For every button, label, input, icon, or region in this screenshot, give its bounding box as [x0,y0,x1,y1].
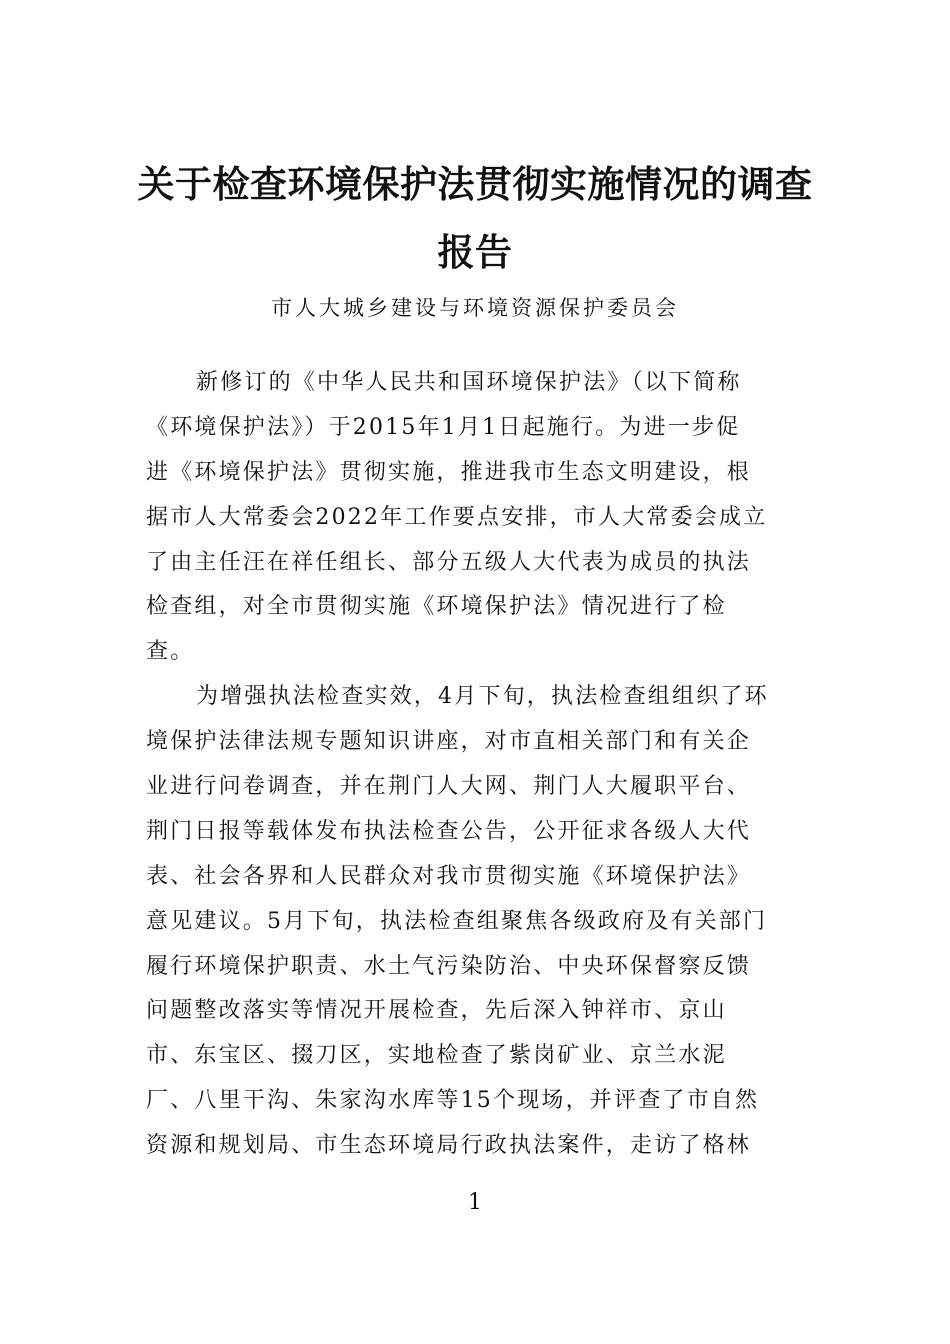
paragraph-line: 据市人大常委会2022年工作要点安排，市人大常委会成立 [146,504,768,530]
paragraph-line: 意见建议。5月下旬，执法检查组聚焦各级政府及有关部门 [146,908,768,934]
paragraph-line: 厂、八里干沟、朱家沟水库等15个现场，并评查了市自然 [146,1088,760,1114]
page-number: 1 [468,1190,482,1215]
paragraph-line: 查。 [146,639,195,665]
document-title-line-2: 报告 [437,230,513,274]
paragraph-line: 检查组，对全市贯彻实施《环境保护法》情况进行了检 [146,594,727,620]
paragraph-line: 业进行问卷调查，并在荆门人大网、荆门人大履职平台、 [146,774,752,800]
document-body [146,366,826,1174]
paragraph-line: 为增强执法检查实效，4月下旬，执法检查组组织了环 [196,684,769,710]
paragraph-line: 进《环境保护法》贯彻实施，推进我市生态文明建设，根 [146,459,752,485]
paragraph-line: 境保护法律法规专题知识讲座，对市直相关部门和有关企 [146,729,752,755]
paragraph-2 [146,680,826,1174]
paragraph-line: 履行环境保护职责、水土气污染防治、中央环保督察反馈 [146,953,752,979]
paragraph-line: 问题整改落实等情况开展检查，先后深入钟祥市、京山 [146,998,727,1024]
paragraph-line: 了由主任汪在祥任组长、部分五级人大代表为成员的执法 [146,549,752,575]
document-author-committee: 市人大城乡建设与环境资源保护委员会 [271,296,679,320]
paragraph-line: 资源和规划局、市生态环境局行政执法案件，走访了格林 [146,1133,752,1159]
paragraph-line: 荆门日报等载体发布执法检查公告，公开征求各级人大代 [146,818,752,844]
paragraph-1 [146,366,826,680]
paragraph-line: 市、东宝区、掇刀区，实地检查了紫岗矿业、京兰水泥 [146,1043,727,1069]
paragraph-line: 《环境保护法》）于2015年1月1日起施行。为进一步促 [146,414,741,440]
paragraph-line: 新修订的《中华人民共和国环境保护法》（以下简称 [196,370,742,395]
paragraph-line: 表、社会各界和人民群众对我市贯彻实施《环境保护法》 [146,863,752,889]
document-title-line-1: 关于检查环境保护法贯彻实施情况的调查 [137,162,813,206]
